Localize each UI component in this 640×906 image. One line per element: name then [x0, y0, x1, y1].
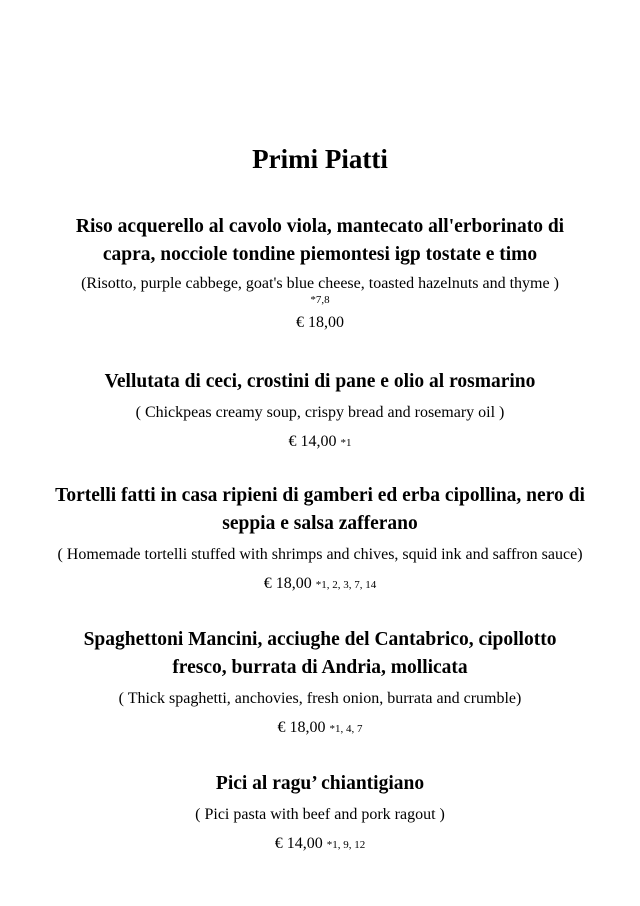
dish-price: € 18,00 — [277, 719, 326, 736]
dish-allergens: *1, 4, 7 — [329, 723, 363, 735]
dish-price: € 18,00 — [263, 575, 312, 592]
dish-item — [70, 770, 570, 856]
dish-name: Pici al ragu’ chiantigiano — [215, 773, 425, 794]
dish-allergens: *1 — [340, 437, 352, 449]
dish-allergens: *1, 2, 3, 7, 14 — [315, 579, 377, 591]
dish-price-line — [40, 431, 600, 454]
dish-price-line — [70, 833, 570, 856]
page-title: Primi Piatti — [252, 144, 388, 174]
dish-item — [60, 213, 580, 334]
dish-description: ( Homemade tortelli stuffed with shrimps and chives, squid ink and saffron sauce) — [57, 546, 583, 563]
dish-description: ( Chickpeas creamy soup, crispy bread and rosemary oil ) — [135, 404, 505, 421]
dish-name: Vellutata di ceci, crostini di pane e olio al rosmarino — [104, 371, 536, 392]
dish-price: € 14,00 — [274, 835, 323, 852]
dish-price-line — [55, 573, 585, 596]
dish-name: Tortelli fatti in casa ripieni di gamberi ed erba cipollina, nero di seppia e salsa zafferano — [55, 485, 585, 534]
dish-item — [55, 482, 585, 596]
dish-price: € 18,00 — [296, 314, 344, 331]
dish-price-line — [70, 717, 570, 740]
dish-item — [70, 626, 570, 740]
dish-item — [40, 368, 600, 454]
dish-name: Spaghettoni Mancini, acciughe del Cantabrico, cipollotto fresco, burrata di Andria, mollicata — [83, 629, 557, 678]
dish-description: (Risotto, purple cabbege, goat's blue cheese, toasted hazelnuts and thyme ) — [81, 275, 559, 292]
dish-description: ( Thick spaghetti, anchovies, fresh onion, burrata and crumble) — [118, 690, 522, 707]
dish-allergens: *1, 9, 12 — [326, 839, 366, 851]
dish-name: Riso acquerello al cavolo viola, mantecato all'erborinato di capra, nocciole tondine piemontesi igp tostate e timo — [75, 216, 565, 265]
dish-description: ( Pici pasta with beef and pork ragout ) — [195, 806, 445, 823]
dish-allergens: *7,8 — [310, 294, 330, 306]
dish-price: € 14,00 — [288, 433, 337, 450]
